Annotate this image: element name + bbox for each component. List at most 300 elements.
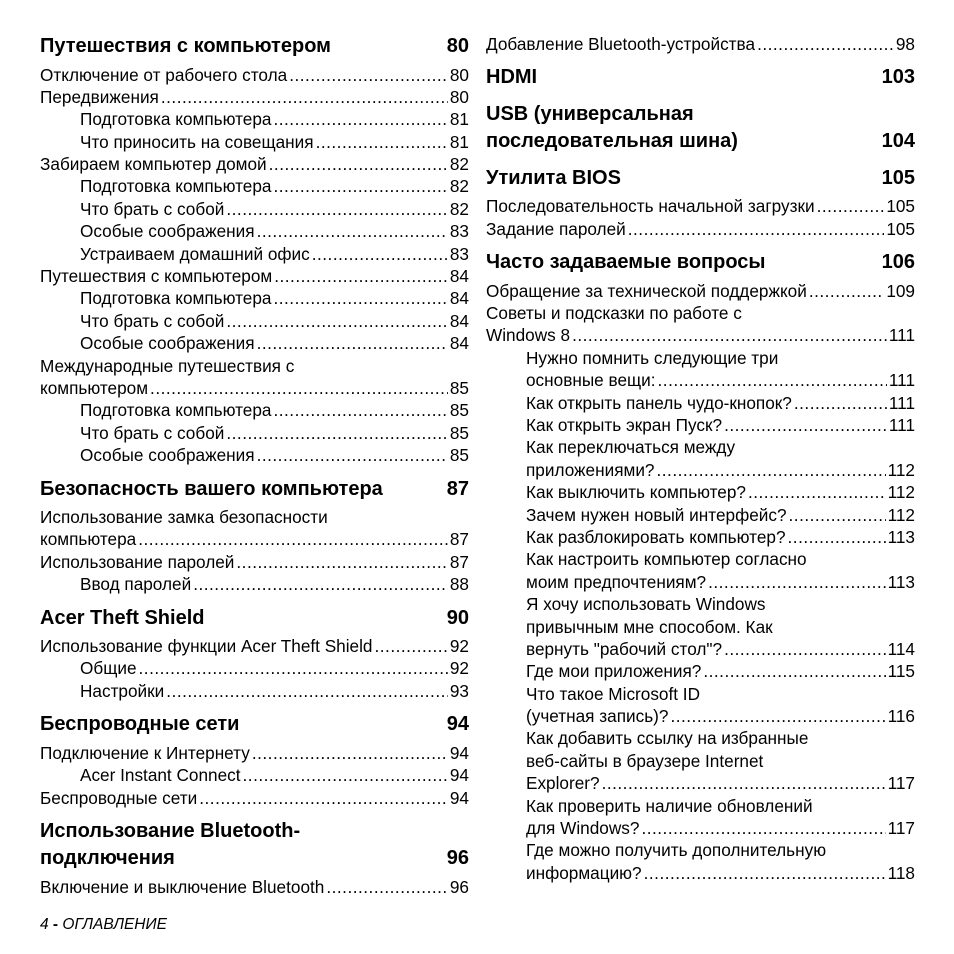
toc-line — [40, 876, 469, 898]
toc-entry-title: Использование функции Acer Theft Shield — [40, 636, 373, 657]
toc-subentry — [486, 347, 915, 392]
toc-entry — [40, 876, 469, 898]
toc-page-number: 111 — [888, 325, 915, 346]
toc-subentry — [486, 504, 915, 526]
toc-entry-title: Подготовка компьютера — [80, 176, 272, 197]
toc-dot-leader — [252, 742, 448, 764]
toc-subentry — [486, 526, 915, 548]
toc-page-number: 84 — [449, 310, 469, 331]
toc-dot-leader — [273, 287, 447, 309]
toc-page-number: 82 — [449, 198, 469, 219]
toc-entry-title: Использование Bluetooth- — [40, 819, 301, 842]
toc-entry-title: HDMI — [486, 66, 538, 89]
toc-subentry — [486, 795, 915, 840]
toc-line — [486, 101, 915, 129]
toc-page-number: 112 — [887, 504, 915, 525]
toc-line — [40, 86, 469, 108]
toc-subentry — [486, 392, 915, 414]
toc-entry — [40, 64, 469, 86]
toc-entry-title: Обращение за технической поддержкой — [486, 280, 807, 301]
toc-entry-title: Как настроить компьютер согласно — [526, 549, 807, 570]
toc-line — [40, 332, 469, 354]
toc-entry — [486, 218, 915, 240]
toc-dot-leader — [788, 526, 886, 548]
toc-page-number: 85 — [449, 400, 469, 421]
toc-entry-title: Подключение к Интернету — [40, 742, 250, 763]
toc-line — [40, 175, 469, 197]
toc-entry-title: Как переключаться между — [526, 437, 736, 458]
toc-dot-leader — [274, 265, 448, 287]
toc-subentry — [486, 548, 915, 593]
toc-page-number: 87 — [449, 529, 469, 550]
toc-line — [40, 33, 469, 61]
toc-page-number: 90 — [446, 606, 469, 629]
toc-page-number: 87 — [446, 477, 469, 500]
toc-dot-leader — [269, 153, 448, 175]
toc-page-number: 84 — [449, 266, 469, 287]
toc-page-number: 114 — [887, 638, 915, 659]
toc-entry — [40, 635, 469, 657]
toc-line — [486, 862, 915, 884]
toc-entry-title: Что брать с собой — [80, 422, 225, 443]
toc-entry-title: USB (универсальная — [486, 102, 694, 125]
toc-line — [486, 526, 915, 548]
toc-line — [486, 683, 915, 705]
page-footer — [40, 916, 167, 934]
toc-page-number: 118 — [887, 862, 915, 883]
toc-section-heading — [40, 711, 469, 739]
toc-dot-leader — [273, 399, 447, 421]
toc-subentry — [40, 573, 469, 595]
toc-entry-title: Как открыть экран Пуск? — [526, 415, 723, 436]
toc-dot-leader — [257, 220, 448, 242]
toc-dot-leader — [226, 198, 448, 220]
toc-subentry — [40, 444, 469, 466]
toc-dot-leader — [748, 481, 886, 503]
toc-dot-leader — [628, 218, 885, 240]
toc-dot-leader — [703, 660, 885, 682]
toc-line — [40, 657, 469, 679]
toc-line — [486, 369, 915, 391]
toc-line — [40, 64, 469, 86]
toc-dot-leader — [658, 369, 887, 391]
toc-dot-leader — [273, 108, 447, 130]
toc-line — [40, 108, 469, 130]
toc-entry-title: Acer Theft Shield — [40, 606, 205, 629]
toc-page-number: 117 — [887, 773, 915, 794]
toc-subentry — [40, 198, 469, 220]
toc-subentry — [40, 131, 469, 153]
toc-entry-title: Отключение от рабочего стола — [40, 64, 288, 85]
toc-page-number: 105 — [881, 166, 915, 189]
toc-dot-leader — [257, 332, 448, 354]
toc-page-number: 105 — [886, 196, 915, 217]
toc-entry-title: Использование замка безопасности — [40, 507, 328, 528]
toc-dot-leader — [166, 680, 448, 702]
toc-subentry — [486, 727, 915, 794]
toc-dot-leader — [273, 175, 447, 197]
toc-section-heading — [40, 476, 469, 504]
toc-column-right — [486, 33, 915, 884]
toc-entry-title: информацию? — [526, 862, 642, 883]
toc-dot-leader — [817, 195, 885, 217]
toc-entry-title: Беспроводные сети — [40, 787, 198, 808]
toc-entry-title: Путешествия с компьютером — [40, 266, 273, 287]
toc-section-heading — [486, 249, 915, 277]
toc-line — [40, 818, 469, 846]
toc-page-number: 83 — [449, 221, 469, 242]
toc-line — [486, 64, 915, 92]
toc-page-number: 93 — [449, 680, 469, 701]
toc-line — [486, 128, 915, 156]
toc-entry-title: вернуть "рабочий стол"? — [526, 638, 723, 659]
toc-entry-title: Забираем компьютер домой — [40, 154, 267, 175]
toc-subentry — [40, 764, 469, 786]
toc-dot-leader — [226, 310, 448, 332]
toc-dot-leader — [657, 459, 886, 481]
toc-dot-leader — [708, 571, 885, 593]
toc-line — [40, 680, 469, 702]
toc-line — [40, 243, 469, 265]
toc-page-number: 94 — [449, 742, 469, 763]
toc-entry — [40, 355, 469, 400]
toc-subentry — [40, 108, 469, 130]
toc-entry-title: для Windows? — [526, 818, 640, 839]
toc-line — [486, 571, 915, 593]
toc-subentry — [40, 422, 469, 444]
toc-entry — [40, 787, 469, 809]
footer-page-number: 4 — [40, 916, 49, 933]
toc-subentry — [40, 680, 469, 702]
toc-line — [486, 660, 915, 682]
toc-entry-title: Включение и выключение Bluetooth — [40, 876, 325, 897]
toc-entry-title: веб-сайты в браузере Internet — [526, 750, 764, 771]
toc-entry-title: Устраиваем домашний офис — [80, 243, 310, 264]
toc-line — [40, 265, 469, 287]
toc-entry-title: компьютером — [40, 377, 149, 398]
toc-dot-leader — [809, 280, 884, 302]
toc-line — [486, 249, 915, 277]
toc-entry-title: Explorer? — [526, 773, 600, 794]
toc-entry-title: Подготовка компьютера — [80, 288, 272, 309]
toc-dot-leader — [644, 862, 886, 884]
toc-entry-title: Как открыть панель чудо-кнопок? — [526, 392, 792, 413]
toc-entry — [486, 195, 915, 217]
toc-line — [40, 444, 469, 466]
toc-entry-title: Особые соображения — [80, 445, 255, 466]
toc-entry-title: Где можно получить дополнительную — [526, 840, 827, 861]
toc-page-number: 113 — [887, 571, 915, 592]
toc-line — [486, 33, 915, 55]
toc-page-number: 116 — [887, 706, 915, 727]
toc-line — [486, 772, 915, 794]
toc-subentry — [486, 414, 915, 436]
toc-entry-title: Подготовка компьютера — [80, 109, 272, 130]
toc-line — [40, 153, 469, 175]
toc-page-number: 85 — [449, 377, 469, 398]
toc-entry-title: Я хочу использовать Windows — [526, 594, 766, 615]
toc-page-number: 85 — [449, 445, 469, 466]
toc-page-number: 80 — [449, 86, 469, 107]
toc-page-number: 111 — [888, 370, 915, 391]
toc-dot-leader — [794, 392, 887, 414]
toc-page-number: 94 — [449, 787, 469, 808]
toc-entry-title: Добавление Bluetooth-устройства — [486, 34, 756, 54]
toc-line — [40, 422, 469, 444]
toc-line — [486, 195, 915, 217]
toc-page-number: 112 — [887, 482, 915, 503]
toc-page-number: 117 — [887, 818, 915, 839]
toc-line — [486, 504, 915, 526]
toc-line — [40, 377, 469, 399]
toc-page-number: 83 — [449, 243, 469, 264]
toc-entry-title: Как разблокировать компьютер? — [526, 526, 786, 547]
toc-line — [486, 795, 915, 817]
toc-page-number: 96 — [446, 847, 469, 870]
toc-section-heading — [486, 101, 915, 156]
toc-dot-leader — [757, 33, 894, 55]
toc-entry — [486, 33, 915, 55]
toc-line — [486, 638, 915, 660]
toc-dot-leader — [257, 444, 448, 466]
toc-entry-title: Международные путешествия с — [40, 355, 295, 376]
toc-line — [40, 220, 469, 242]
toc-entry-title: (учетная запись)? — [526, 706, 669, 727]
toc-line — [486, 593, 915, 615]
toc-entry-title: Советы и подсказки по работе с — [486, 303, 742, 324]
toc-dot-leader — [289, 64, 448, 86]
toc-entry-title: Подготовка компьютера — [80, 400, 272, 421]
toc-dot-leader — [139, 657, 448, 679]
toc-page-number: 106 — [881, 251, 915, 274]
toc-line — [486, 481, 915, 503]
toc-line — [40, 476, 469, 504]
toc-entry-title: Что приносить на совещания — [80, 131, 314, 152]
toc-dot-leader — [724, 638, 886, 660]
toc-dot-leader — [243, 764, 448, 786]
toc-entry-title: Как выключить компьютер? — [526, 482, 746, 503]
toc-dot-leader — [236, 551, 447, 573]
toc-entry-title: Задание паролей — [486, 218, 626, 239]
toc-subentry — [486, 593, 915, 660]
toc-line — [486, 548, 915, 570]
toc-entry-title: Особые соображения — [80, 333, 255, 354]
toc-line — [486, 459, 915, 481]
toc-page-number: 109 — [886, 280, 915, 301]
toc-line — [40, 355, 469, 377]
toc-entry-title: Acer Instant Connect — [80, 765, 241, 786]
toc-page-number: 94 — [446, 713, 469, 736]
toc-line — [40, 310, 469, 332]
toc-page-number: 103 — [881, 66, 915, 89]
toc-page-number: 84 — [449, 333, 469, 354]
toc-subentry — [486, 660, 915, 682]
toc-entry-title: Особые соображения — [80, 221, 255, 242]
toc-dot-leader — [641, 817, 885, 839]
toc-dot-leader — [724, 414, 887, 436]
toc-dot-leader — [572, 324, 887, 346]
toc-entry-title: Безопасность вашего компьютера — [40, 477, 383, 500]
toc-entry-title: Настройки — [80, 680, 165, 701]
toc-entry-title: Что брать с собой — [80, 310, 225, 331]
toc-line — [486, 436, 915, 458]
toc-line — [486, 616, 915, 638]
toc-dot-leader — [602, 772, 886, 794]
toc-entry-title: Как проверить наличие обновлений — [526, 795, 813, 816]
toc-page-number: 112 — [887, 459, 915, 480]
toc-entry-title: Беспроводные сети — [40, 713, 240, 736]
toc-entry-title: Windows 8 — [486, 325, 571, 346]
toc-dot-leader — [375, 635, 448, 657]
toc-entry — [486, 302, 915, 347]
toc-section-heading — [40, 33, 469, 61]
toc-line — [40, 742, 469, 764]
toc-entry — [40, 506, 469, 551]
toc-line — [486, 218, 915, 240]
toc-entry-title: Утилита BIOS — [486, 166, 621, 189]
toc-subentry — [40, 287, 469, 309]
toc-page-number: 87 — [449, 551, 469, 572]
toc-page-number: 111 — [888, 392, 915, 413]
toc-line — [486, 324, 915, 346]
toc-page-number: 92 — [449, 658, 469, 679]
toc-dot-leader — [150, 377, 448, 399]
toc-line — [40, 528, 469, 550]
toc-line — [40, 787, 469, 809]
toc-line — [486, 705, 915, 727]
toc-page-number: 88 — [449, 574, 469, 595]
toc-entry-title: моим предпочтениям? — [526, 571, 707, 592]
toc-dot-leader — [199, 787, 448, 809]
toc-page-number: 85 — [449, 422, 469, 443]
toc-entry-title: последовательная шина) — [486, 130, 738, 153]
toc-subentry — [40, 399, 469, 421]
toc-line — [40, 711, 469, 739]
toc-line — [486, 414, 915, 436]
toc-page-number: 105 — [886, 218, 915, 239]
toc-entry-title: Общие — [80, 658, 137, 679]
toc-dot-leader — [326, 876, 448, 898]
toc-page-number: 81 — [449, 109, 469, 130]
toc-dot-leader — [193, 573, 448, 595]
toc-entry — [40, 153, 469, 175]
toc-entry-title: Ввод паролей — [80, 574, 192, 595]
toc-dot-leader — [312, 243, 448, 265]
toc-line — [40, 551, 469, 573]
toc-dot-leader — [670, 705, 885, 727]
toc-entry — [40, 265, 469, 287]
toc-page-number: 92 — [449, 636, 469, 657]
toc-dot-leader — [789, 504, 886, 526]
toc-section-heading — [40, 605, 469, 633]
toc-page-number: 82 — [449, 154, 469, 175]
toc-entry-title: основные вещи: — [526, 370, 656, 391]
toc-section-heading — [486, 165, 915, 193]
toc-entry-title: привычным мне способом. Как — [526, 616, 773, 637]
toc-entry-title: Как добавить ссылку на избранные — [526, 728, 809, 749]
toc-entry-title: Нужно помнить следующие три — [526, 347, 779, 368]
toc-line — [486, 817, 915, 839]
toc-entry-title: Зачем нужен новый интерфейс? — [526, 504, 787, 525]
toc-entry-title: подключения — [40, 847, 175, 870]
toc-entry-title: Что брать с собой — [80, 198, 225, 219]
toc-entry — [486, 280, 915, 302]
toc-line — [486, 165, 915, 193]
toc-entry-title: Последовательность начальной загрузки — [486, 196, 815, 217]
toc-entry — [40, 551, 469, 573]
toc-page-number: 96 — [449, 876, 469, 897]
toc-line — [40, 131, 469, 153]
toc-page-number: 81 — [449, 131, 469, 152]
toc-section-heading — [40, 818, 469, 873]
toc-page-number: 111 — [888, 415, 915, 436]
toc-line — [40, 845, 469, 873]
toc-entry-title: Путешествия с компьютером — [40, 35, 331, 57]
toc-line — [486, 302, 915, 324]
toc-line — [40, 764, 469, 786]
toc-entry-title: Передвижения — [40, 86, 159, 107]
toc-dot-leader — [316, 131, 448, 153]
toc-line — [40, 506, 469, 528]
toc-line — [40, 399, 469, 421]
toc-column-left — [40, 33, 469, 898]
toc-dot-leader — [138, 528, 448, 550]
toc-page-number: 82 — [449, 176, 469, 197]
toc-line — [486, 839, 915, 861]
footer-section-title: ОГЛАВЛЕНИЕ — [62, 916, 167, 933]
toc-page-number: 104 — [881, 130, 915, 153]
toc-dot-leader — [226, 422, 448, 444]
toc-entry-title: Использование паролей — [40, 551, 235, 572]
toc-entry — [40, 86, 469, 108]
toc-page-number: 80 — [449, 64, 469, 85]
toc-subentry — [40, 175, 469, 197]
toc-line — [40, 198, 469, 220]
toc-line — [40, 287, 469, 309]
toc-subentry — [40, 332, 469, 354]
toc-subentry — [486, 436, 915, 481]
toc-page-number: 80 — [446, 35, 469, 57]
toc-entry-title: Где мои приложения? — [526, 661, 702, 682]
toc-line — [486, 280, 915, 302]
toc-page-number: 94 — [449, 765, 469, 786]
toc-line — [486, 727, 915, 749]
toc-subentry — [40, 310, 469, 332]
toc-subentry — [486, 481, 915, 503]
toc-subentry — [40, 220, 469, 242]
toc-subentry — [40, 243, 469, 265]
toc-line — [486, 347, 915, 369]
toc-line — [486, 392, 915, 414]
toc-entry — [40, 742, 469, 764]
toc-dot-leader — [161, 86, 448, 108]
toc-line — [40, 573, 469, 595]
toc-page-number: 98 — [895, 34, 915, 54]
toc-line — [40, 605, 469, 633]
toc-entry-title: компьютера — [40, 529, 137, 550]
toc-page-number: 115 — [887, 661, 915, 682]
toc-section-heading — [486, 64, 915, 92]
toc-page-number: 84 — [449, 288, 469, 309]
toc-entry-title: Что такое Microsoft ID — [526, 683, 700, 704]
toc-page-number: 113 — [887, 526, 915, 547]
toc-line — [40, 635, 469, 657]
toc-entry-title: приложениями? — [526, 459, 655, 480]
toc-subentry — [486, 839, 915, 884]
toc-entry-title: Часто задаваемые вопросы — [486, 251, 766, 274]
footer-separator: - — [48, 916, 63, 933]
toc-line — [486, 750, 915, 772]
